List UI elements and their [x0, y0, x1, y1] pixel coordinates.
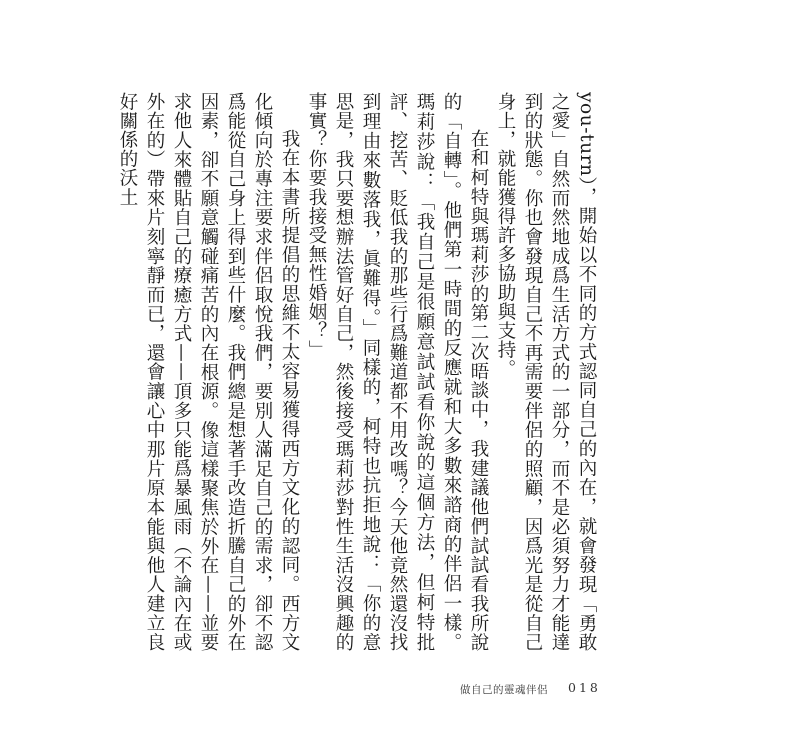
paragraph-1: you-turn），開始以不同的方式認同自己的內在，就會發現「勇敢之愛」自然而然地成爲生活方式的一部分，而不是必須努力才能達到的狀態。你也會發現自己不再需要伴侶的照顧，因爲光是從自己身上，就能獲得許多協助與支持。: [495, 92, 597, 652]
paragraph-3: 我在本書所提倡的思維不太容易獲得西方文化的認同。西方文化傾向於專注要求伴侶取悅我們，要別人滿足自己的需求，卻不認爲能從自己身上得到些什麼。我們總是想著手改造折騰自己的外在因素，卻不願意觸碰痛苦的內在根源。像這樣聚焦於外在——並要求他人來體貼自己的療癒方式——頂多只能爲暴風雨（不論內在或外在的）帶來片刻寧靜而已，還會讓心中那片原本能與他人建立良好關係的沃土: [117, 92, 300, 652]
body-text: [117, 92, 600, 652]
running-title: 做自己的靈魂伴侶: [460, 684, 548, 696]
paragraph-2: 在和柯特與瑪莉莎的第二次晤談中，我建議他們試試看我所說的「自轉」。他們第一時間的反應就和大多數來諮商的伴侶一樣。瑪莉莎說：「我自己是很願意試試看你說的這個方法，但柯特批評、挖苦、貶低我的那些行爲難道都不用改嗎？今天他竟然還沒找到理由來數落我，眞難得。」同樣的，柯特也抗拒地說：「你的意思是，我只要想辦法管好自己，然後接受瑪莉莎對性生活沒興趣的事實？你要我接受無性婚姻？」: [306, 92, 489, 652]
page-number: 018: [568, 680, 601, 695]
page-footer: [420, 679, 650, 699]
